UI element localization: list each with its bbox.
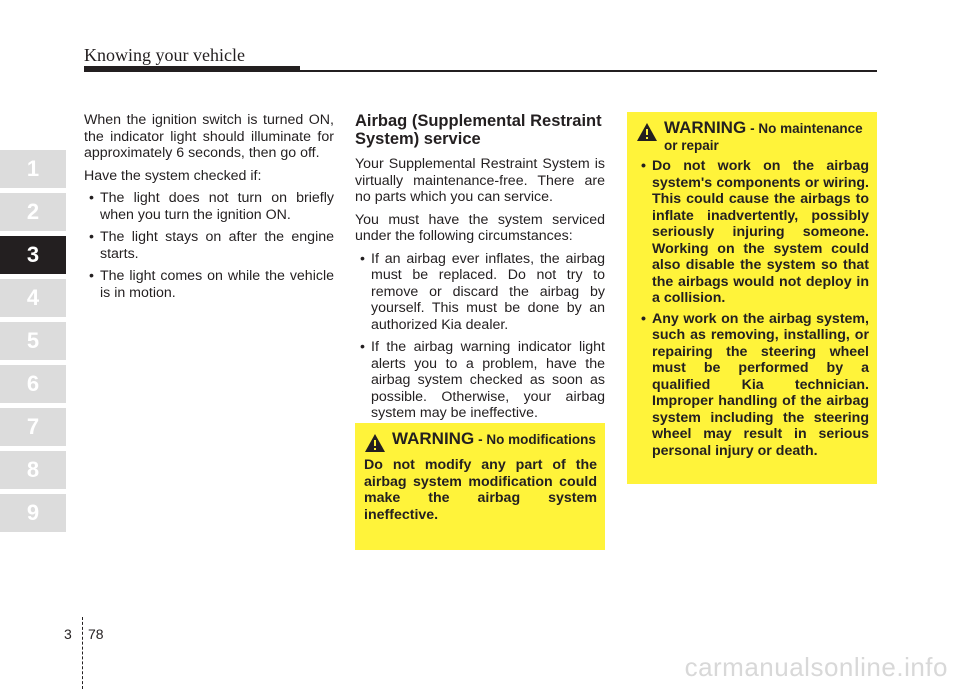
footer-chapter-number: 3 (64, 626, 72, 642)
list-item: • Any work on the airbag system, such as removing, installing, or repairing the steering wheel must be performed by a qualified Kia technician. Improper handling of the airbag system including the steering wheel may result in serious personal injury or death. (636, 311, 869, 460)
warning-header (364, 431, 597, 453)
service-list (355, 251, 605, 422)
chapter-tab-7[interactable]: 7 (0, 408, 66, 446)
header-rule-thin (300, 70, 877, 72)
chapter-tab-4[interactable]: 4 (0, 279, 66, 317)
list-item: • The light does not turn on briefly when you turn the ignition ON. (84, 190, 334, 223)
warning-word: WARNING (392, 429, 475, 448)
check-intro: Have the system checked if: (84, 167, 262, 184)
indicator-paragraph: When the ignition switch is turned ON, the indicator light should illuminate for approximately 6 seconds, then go off. (84, 112, 334, 161)
chapter-tab-1[interactable]: 1 (0, 150, 66, 188)
warning-triangle-icon (636, 122, 658, 142)
middle-column (355, 112, 605, 428)
maintenance-paragraph: Your Supplemental Restraint System is virtually maintenance-free. There are no parts which you can service. (355, 156, 605, 205)
list-item: • If the airbag warning indicator light alerts you to a problem, have the airbag system checked as soon as possible. Otherwise, your airbag system may be ineffective. (355, 339, 605, 422)
chapter-tabs (0, 150, 66, 537)
watermark: carmanualsonline.info (684, 652, 948, 682)
list-item: • The light stays on after the engine starts. (84, 229, 334, 262)
list-item: • Do not work on the airbag system's components or wiring. This could cause the airbags to inflate inadvertently, possibly seriously injuring someone. Working on the system could also disable the system so that the airbags would not deploy in a collision. (636, 158, 869, 307)
list-item: • If an airbag ever inflates, the airbag must be replaced. Do not try to remove or discard the airbag by yourself. This must be done by an authorized Kia dealer. (355, 251, 605, 334)
warning-triangle-icon (364, 433, 386, 453)
check-list (84, 190, 334, 301)
service-intro: You must have the system serviced under the following circumstances: (355, 211, 605, 244)
chapter-tab-3[interactable]: 3 (0, 236, 66, 274)
warning-header (636, 120, 869, 154)
chapter-tab-6[interactable]: 6 (0, 365, 66, 403)
footer-divider (82, 617, 84, 689)
header-rule-thick (84, 66, 300, 72)
warning-subtitle: - No maintenance or repair (664, 121, 863, 153)
warning-list (636, 158, 869, 459)
warning-subtitle: - No modifications (478, 432, 596, 447)
chapter-tab-9[interactable]: 9 (0, 494, 66, 532)
section-title: Airbag (Supplemental Restraint System) service (355, 112, 602, 148)
left-column (84, 112, 334, 307)
chapter-tab-8[interactable]: 8 (0, 451, 66, 489)
list-item: • The light comes on while the vehicle is in motion. (84, 268, 334, 301)
warning-box-modifications (355, 423, 605, 550)
page-header-title: Knowing your vehicle (84, 45, 245, 65)
footer-page-number: 78 (88, 626, 104, 642)
warning-word: WARNING (664, 118, 747, 137)
warning-box-maintenance (627, 112, 877, 484)
chapter-tab-2[interactable]: 2 (0, 193, 66, 231)
warning-text: Do not modify any part of the airbag system modification could make the airbag system ineffective. (364, 457, 597, 523)
chapter-tab-5[interactable]: 5 (0, 322, 66, 360)
